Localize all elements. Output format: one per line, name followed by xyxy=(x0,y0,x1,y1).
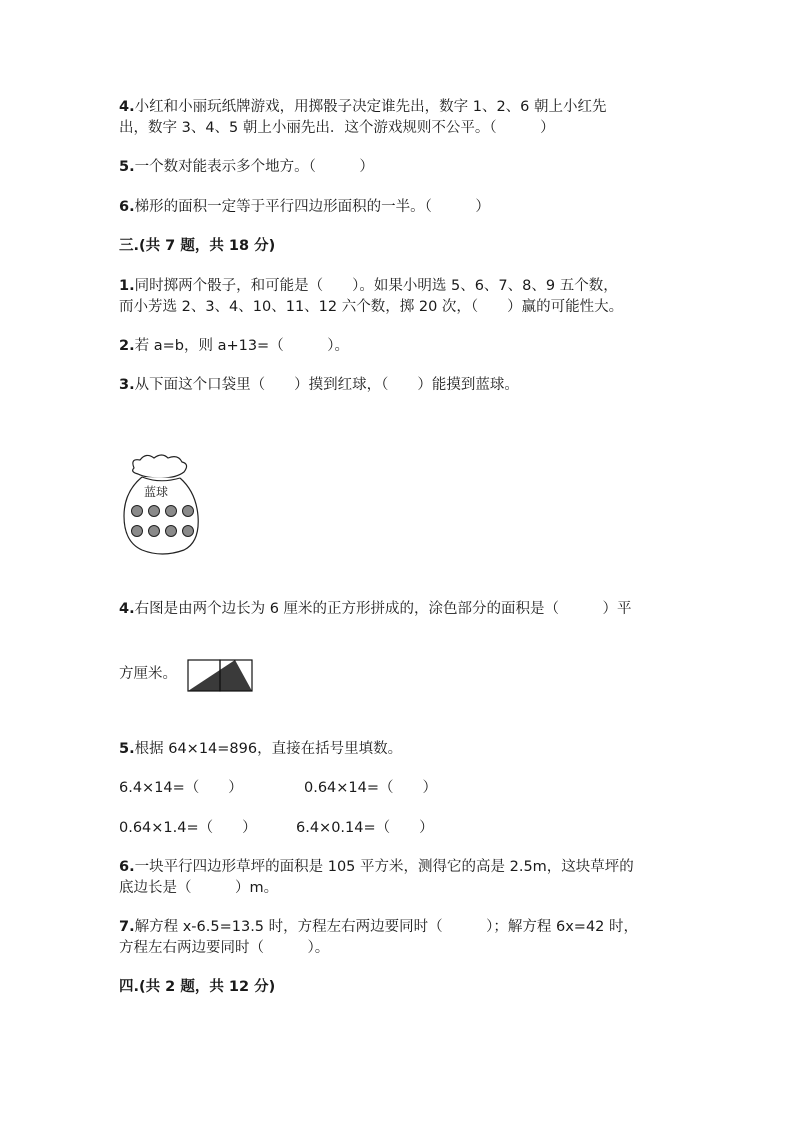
q3-5: 5.根据 64×14=896，直接在括号里填数。 xyxy=(119,741,403,757)
section3-header: 三.(共 7 题，共 18 分) xyxy=(119,238,276,254)
ball xyxy=(166,506,177,517)
ball xyxy=(183,506,194,517)
q3-3: 3.从下面这个口袋里（ ）摸到红球，（ ）能摸到蓝球。 xyxy=(119,377,519,393)
two-squares-figure xyxy=(187,659,253,692)
q3-1-line1: 1.同时掷两个骰子，和可能是（ ）。如果小明选 5、6、7、8、9 五个数， xyxy=(119,278,618,294)
q3-5-b: 0.64×14=（ ） xyxy=(304,780,438,796)
ball-bag-figure xyxy=(120,450,205,560)
ball xyxy=(149,506,160,517)
q2-5: 5.一个数对能表示多个地方。（ ） xyxy=(119,159,374,175)
q3-1-line2: 而小芳选 2、3、4、10、11、12 六个数，掷 20 次，（ ）赢的可能性大。 xyxy=(119,299,624,315)
q3-2: 2.若 a=b，则 a+13=（ ）。 xyxy=(119,338,349,354)
ball xyxy=(132,526,143,537)
q3-5-c: 0.64×1.4=（ ） xyxy=(119,820,257,836)
q3-5-d: 6.4×0.14=（ ） xyxy=(296,820,434,836)
ball xyxy=(132,506,143,517)
q3-7-line1: 7.解方程 x-6.5=13.5 时，方程左右两边要同时（ ）；解方程 6x=42 时， xyxy=(119,919,639,935)
q3-6-line1: 6.一块平行四边形草坪的面积是 105 平方米，测得它的高是 2.5m，这块草坪的 xyxy=(119,859,634,875)
q2-6: 6.梯形的面积一定等于平行四边形面积的一半。（ ） xyxy=(119,199,490,215)
ball xyxy=(183,526,194,537)
q3-4-line2: 方厘米。 xyxy=(119,666,177,682)
ball xyxy=(149,526,160,537)
q3-6-line2: 底边长是（ ）m。 xyxy=(119,880,279,896)
ball xyxy=(166,526,177,537)
q2-4-line2: 出，数字 3、4、5 朝上小丽先出．这个游戏规则不公平。（ ） xyxy=(119,120,555,136)
q3-5-a: 6.4×14=（ ） xyxy=(119,780,243,796)
q3-4-line1: 4.右图是由两个边长为 6 厘米的正方形拼成的，涂色部分的面积是（ ）平 xyxy=(119,601,632,617)
bag-label: 蓝球 xyxy=(144,485,169,499)
q2-4-line1: 4.小红和小丽玩纸牌游戏，用掷骰子决定谁先出，数字 1、2、6 朝上小红先 xyxy=(119,99,607,115)
section4-header: 四.(共 2 题，共 12 分) xyxy=(119,979,276,995)
q3-7-line2: 方程左右两边要同时（ ）。 xyxy=(119,940,330,956)
